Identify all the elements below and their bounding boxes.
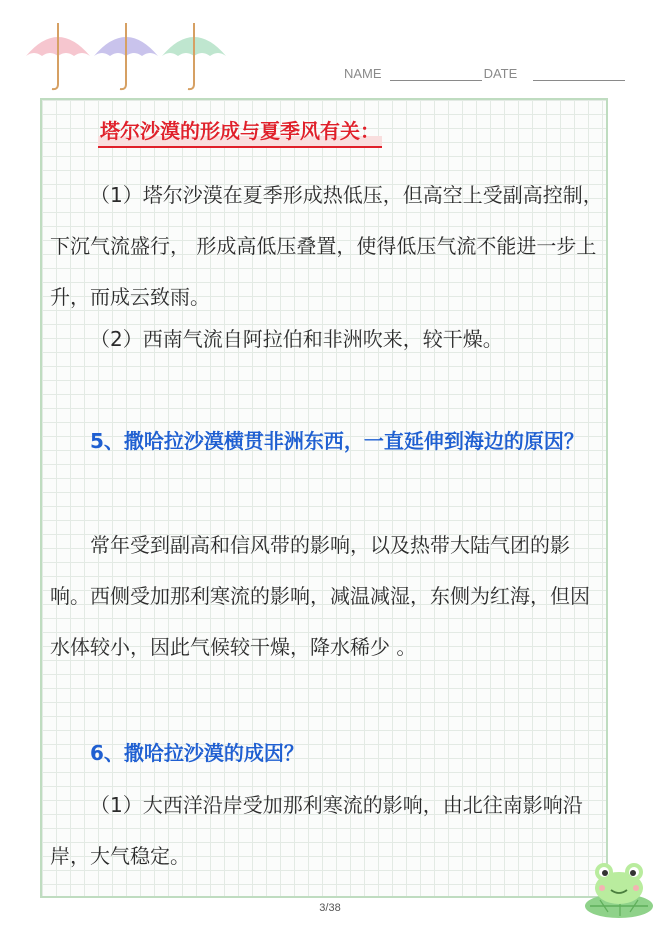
paragraph-sahara-cause-1: （1）大西洋沿岸受加那利寒流的影响，由北往南影响沿岸，大气稳定。: [50, 793, 583, 868]
umbrella-icon-purple: [94, 23, 158, 89]
umbrella-icon-pink: [26, 23, 90, 89]
date-label: DATE: [483, 66, 518, 81]
page-number: 3/38: [319, 902, 341, 914]
paragraph-sahara-extent: 常年受到副高和信风带的影响，以及热带大陆气团的影响。西侧受加那利寒流的影响，减温减湿，东侧为红海，但因水体较小，因此气候较干燥，降水稀少 。: [50, 533, 590, 659]
umbrella-decorations: [22, 18, 232, 98]
name-label: NAME: [344, 66, 382, 81]
name-blank: [390, 70, 482, 81]
name-date-header: [344, 66, 625, 81]
section-heading-sahara-cause: 6、撒哈拉沙漠的成因？: [90, 741, 304, 765]
paragraph-thar-1: （1）塔尔沙漠在夏季形成热低压，但高空上受副高控制，下沉气流盛行， 形成高低压叠置，使得低压气流不能进一步上升，而成云致雨。: [50, 183, 603, 309]
section-heading-thar: 塔尔沙漠的形成与夏季风有关：: [98, 116, 382, 148]
section-heading-sahara-extent: 5、撒哈拉沙漠横贯非洲东西，一直延伸到海边的原因？: [90, 429, 584, 453]
paragraph-thar-2: （2）西南气流自阿拉伯和非洲吹来，较干燥。: [90, 327, 503, 351]
date-blank: [533, 70, 625, 81]
umbrella-icon-green: [162, 23, 226, 89]
